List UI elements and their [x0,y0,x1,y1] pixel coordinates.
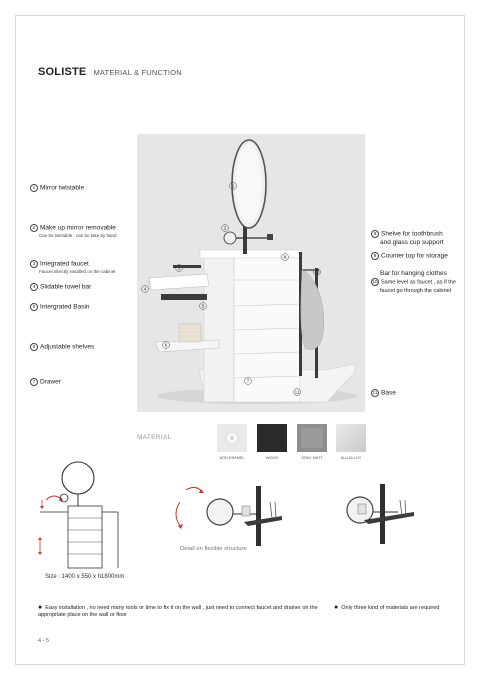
swatch-label: GRAY MATT [301,456,323,460]
swatch-label: NON ENAMEL [219,456,245,460]
number-badge: 4 [30,283,38,291]
label-makeup-mirror [30,224,117,238]
note-installation [38,604,323,619]
note-text: Only three kind of materials are required [341,605,440,611]
swatch-image [217,424,247,452]
label-integrated-faucet [30,260,116,274]
page-title [38,66,182,78]
label-text: Base [381,389,396,397]
label-text: Integrated faucet [40,260,89,268]
page-number: 4 - 5 [38,638,50,644]
swatch-non-enamel [217,424,247,452]
svg-text:4: 4 [143,286,147,292]
label-text: Adjustable shelves [40,343,95,351]
schematic-drawing [32,456,132,572]
material-title: MATERIAL [137,434,172,441]
svg-text:5: 5 [201,303,205,309]
swatch-label: ALU ALLOY [340,456,362,460]
note-text: Easy installation , no need many tools or time to fix it on the wall , just need to connect faucet and drainer on the appropriate place on the wall or floor [38,605,318,618]
label-text: Slidable towel bar [40,283,92,291]
label-base [371,389,396,398]
detail-drawing [172,482,282,548]
label-drawer [30,378,61,387]
label-basin [30,303,90,312]
svg-text:10: 10 [314,269,320,275]
number-badge: 8 [371,230,379,238]
number-badge: 3 [30,260,38,268]
swatch-label: WOOD [265,456,279,460]
svg-text:8: 8 [283,254,287,260]
label-text-line2: and glass cup support [380,238,444,246]
size-schematic [32,456,132,572]
svg-text:6: 6 [164,342,168,348]
label-hanging-bar [371,270,456,295]
label-adjustable-shelves [30,343,94,352]
svg-text:7: 7 [246,378,250,384]
label-text: Shelve for toothbrush [381,230,443,238]
label-text: Drawer [40,378,61,386]
number-badge: 9 [371,252,379,260]
label-text-line2: Same level as faucet , as if the [381,279,456,286]
number-badge: 10 [372,279,378,284]
label-text: Mirror twistable [40,184,85,192]
label-text: Bar for hanging clothes [380,270,447,277]
detail-structure-2 [328,480,438,546]
number-badge: 6 [30,343,38,351]
svg-text:11: 11 [294,389,300,395]
number-badge: 7 [30,378,38,386]
bullet-icon: ● [38,604,43,611]
size-text: Size : 1400 x 550 x h1800mm [45,574,125,580]
svg-text:3: 3 [177,265,181,271]
label-mirror-twistable [30,184,84,193]
number-badge: 11 [372,390,378,395]
svg-text:2: 2 [223,225,227,231]
label-toothbrush-shelve [371,230,444,247]
detail-caption: Detail on flexible structure [180,546,247,552]
label-counter-top [371,252,448,261]
detail-drawing [328,480,438,546]
number-badge: 1 [30,184,38,192]
swatch-wood [257,424,287,452]
swatch-alu-alloy [336,424,366,452]
label-text: Intergrated Basin [40,303,90,311]
label-subtext: Can be twistable , can be take by hand [39,232,117,238]
brand-name: SOLISTE [38,66,87,78]
label-subtext: Faucet directly installed on the cabinet [39,268,116,274]
page-subtitle: MATERIAL & FUNCTION [93,68,182,77]
number-badge: 2 [30,224,38,232]
svg-text:1: 1 [231,183,235,189]
detail-structure-1 [172,482,282,548]
product-render [137,134,365,412]
label-text: Counter top for storage [381,252,448,260]
label-towel-bar [30,283,91,292]
bullet-icon: ● [334,604,339,611]
swatch-gray-matt [297,424,327,452]
label-text: Make up mirror removable [40,224,116,232]
number-badge: 5 [30,303,38,311]
product-photo [137,134,365,412]
note-materials [334,604,464,612]
label-text-line3: faucet go through the cabinet [380,287,452,294]
